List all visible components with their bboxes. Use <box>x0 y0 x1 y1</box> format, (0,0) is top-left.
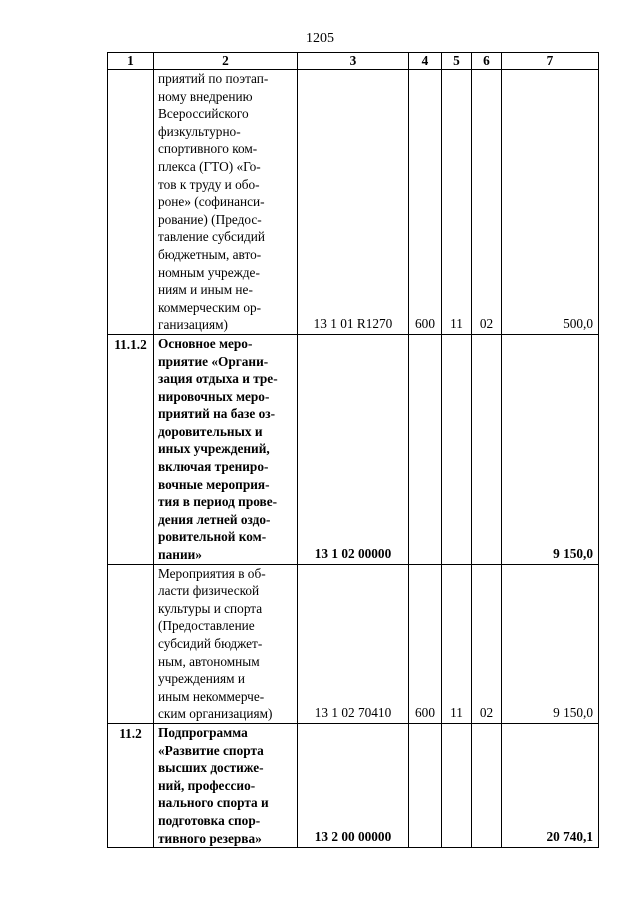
table-row <box>108 723 599 847</box>
row-col-6: 02 <box>472 70 502 335</box>
page-number: 1205 <box>306 31 334 46</box>
row-code: 13 1 02 00000 <box>298 334 409 564</box>
header-col-1: 1 <box>108 53 154 70</box>
row-amount: 9 150,0 <box>502 564 599 723</box>
header-col-5: 5 <box>442 53 472 70</box>
row-number: 11.1.2 <box>108 334 154 564</box>
row-col-5: 11 <box>442 564 472 723</box>
row-col-5 <box>442 723 472 847</box>
row-col-6 <box>472 334 502 564</box>
row-name: Подпрограмма «Развитие спорта высших достиже- ний, профессио- нального спорта и подготовка спор- тивного резерва» <box>154 723 298 847</box>
row-col-5 <box>442 334 472 564</box>
header-row <box>108 53 599 70</box>
header-col-3: 3 <box>298 53 409 70</box>
row-code: 13 1 02 70410 <box>298 564 409 723</box>
row-code: 13 1 01 R1270 <box>298 70 409 335</box>
table-row <box>108 564 599 723</box>
row-amount: 9 150,0 <box>502 334 599 564</box>
row-number: 11.2 <box>108 723 154 847</box>
row-col-6 <box>472 723 502 847</box>
row-amount: 20 740,1 <box>502 723 599 847</box>
row-col-4: 600 <box>409 70 442 335</box>
row-amount: 500,0 <box>502 70 599 335</box>
header-col-4: 4 <box>409 53 442 70</box>
header-col-6: 6 <box>472 53 502 70</box>
row-name: Основное меро- приятие «Органи- зация отдыха и тре- нировочных меро- приятий на базе оз- доровительных и иных учреждений, включая трениро- вочные мероприя- тия в период прове- дения летней оздо- ровительной ком- пании» <box>154 334 298 564</box>
row-name: приятий по поэтап- ному внедрению Всероссийского физкультурно- спортивного ком- плекса (ГТО) «Го- тов к труду и обо- роне» (софинанси- рование) (Предос- тавление субсидий бюджетным, авто- номным учрежде- ниям и иным не- коммерческим ор- ганизациям) <box>154 70 298 335</box>
row-col-4 <box>409 334 442 564</box>
row-number <box>108 70 154 335</box>
budget-table <box>107 52 599 848</box>
row-col-5: 11 <box>442 70 472 335</box>
table-row <box>108 334 599 564</box>
row-col-6: 02 <box>472 564 502 723</box>
row-col-4: 600 <box>409 564 442 723</box>
table-row <box>108 70 599 335</box>
row-col-4 <box>409 723 442 847</box>
header-col-7: 7 <box>502 53 599 70</box>
row-name: Мероприятия в об- ласти физической культуры и спорта (Предоставление субсидий бюджет- ным, автономным учреждениям и иным некоммерче- ским организациям) <box>154 564 298 723</box>
header-col-2: 2 <box>154 53 298 70</box>
row-code: 13 2 00 00000 <box>298 723 409 847</box>
row-number <box>108 564 154 723</box>
